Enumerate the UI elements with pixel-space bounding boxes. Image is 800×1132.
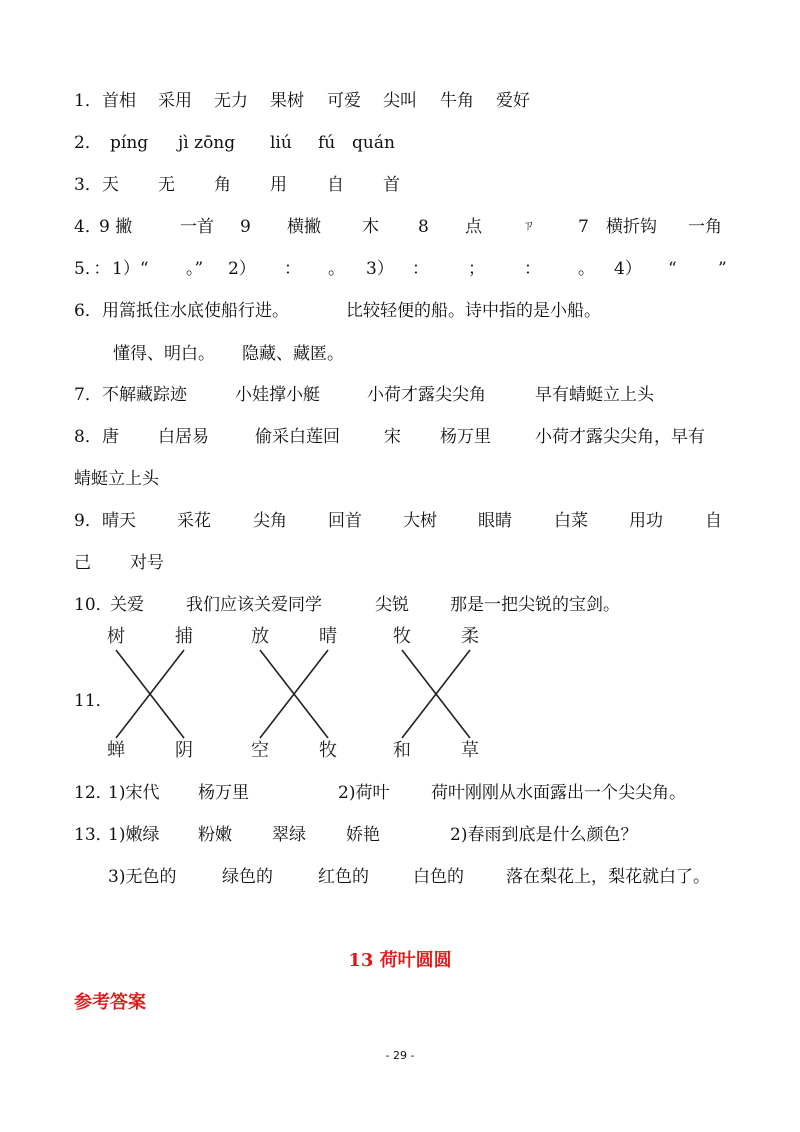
poem-line: 不解藏踪迹	[102, 385, 187, 405]
punct-item: ：	[524, 259, 541, 279]
answer-number: 6．	[74, 301, 102, 321]
answer-word: 自	[705, 511, 722, 531]
match-bottom-char: 草	[461, 740, 479, 761]
answer-item: 7	[578, 217, 589, 237]
answer-word: 可爱	[327, 91, 361, 111]
answer-number: 13．	[74, 825, 113, 845]
answer-item: 2)春雨到底是什么颜色？	[450, 825, 638, 845]
punct-item: “	[668, 259, 677, 279]
pinyin: jì zōng	[178, 133, 236, 153]
answer-number: 5．：	[74, 259, 111, 279]
answer-item: 蜻蜓立上头	[74, 469, 159, 489]
answer-item: 宋	[384, 427, 401, 447]
answer-item: 粉嫩	[198, 825, 232, 845]
answer-item: 关爱	[110, 595, 144, 615]
answer-word: 己	[74, 553, 91, 573]
punct-item: 3）	[366, 259, 394, 279]
answer-word: 无力	[214, 91, 248, 111]
answer-word: 对号	[130, 553, 164, 573]
answer-char: 自	[327, 175, 344, 195]
answer-number: 10．	[74, 595, 113, 615]
answer-word: 牛角	[440, 91, 474, 111]
answer-number: 7．	[74, 385, 102, 405]
answer-item: 落在梨花上，梨花就白了。	[506, 867, 710, 887]
answer-word: 大树	[403, 511, 437, 531]
answer-number: 2．	[74, 133, 102, 153]
answer-number: 12．	[74, 783, 113, 803]
answer-item: 1)嫩绿	[108, 825, 160, 845]
answer-item: 白居易	[158, 427, 209, 447]
definition: 隐藏、藏匿。	[242, 344, 344, 364]
answer-item: 尖锐	[375, 595, 409, 615]
definition: 用篙抵住水底使船行进。	[102, 301, 289, 321]
match-bottom-char: 蝉	[107, 740, 125, 761]
answer-item: 1)宋代	[108, 783, 160, 803]
punct-item: 。	[578, 259, 595, 279]
answer-item: 横撇	[287, 217, 321, 237]
match-top-char: 柔	[461, 626, 479, 647]
answer-word: 用功	[629, 511, 663, 531]
answer-item: 偷采白莲回	[255, 427, 340, 447]
punct-item: ；	[468, 259, 485, 279]
answer-item: 3)无色的	[108, 867, 177, 887]
answer-number: 9．	[74, 511, 102, 531]
answer-number: 11．	[74, 691, 113, 711]
answer-number: 3．	[74, 175, 102, 195]
punct-item: ”	[718, 259, 727, 279]
pinyin: liú	[270, 133, 292, 153]
answer-item: 红色的	[318, 867, 369, 887]
match-bottom-char: 和	[393, 740, 411, 761]
answer-char: 角	[214, 175, 231, 195]
answer-word: 采花	[177, 511, 211, 531]
answer-word: 果树	[270, 91, 304, 111]
punct-item: ：	[284, 259, 301, 279]
answer-word: 采用	[158, 91, 192, 111]
answer-item: 杨万里	[198, 783, 249, 803]
answer-char: 首	[383, 175, 400, 195]
punct-item: 。”	[186, 259, 204, 279]
match-bottom-char: 阴	[175, 740, 193, 761]
match-top-char: 牧	[393, 626, 411, 647]
section-subtitle: 参考答案	[74, 992, 146, 1013]
punct-item: 4）	[614, 259, 642, 279]
answer-char: 天	[102, 175, 119, 195]
answer-number: 8．	[74, 427, 102, 447]
answer-item: 翠绿	[272, 825, 306, 845]
punct-item: ：	[412, 259, 429, 279]
answer-item: 唐	[102, 427, 119, 447]
section-title: 13 荷叶圆圆	[348, 950, 452, 971]
answer-item: 9 撇	[99, 217, 133, 237]
answer-item: 8	[418, 217, 429, 237]
answer-item: 娇艳	[346, 825, 380, 845]
page-number: - 29 -	[385, 1049, 415, 1062]
match-bottom-char: 牧	[319, 740, 337, 761]
answer-item: 那是一把尖锐的宝剑。	[450, 595, 620, 615]
answer-word: 爱好	[496, 91, 530, 111]
answer-number: 4．	[74, 217, 102, 237]
answer-word: 晴天	[102, 511, 136, 531]
answer-item: 白色的	[413, 867, 464, 887]
punct-item: 2）	[228, 259, 256, 279]
answer-item: 一角	[688, 217, 722, 237]
match-top-char: 晴	[319, 626, 337, 647]
answer-number: 1．	[74, 91, 102, 111]
answer-item: 横折钩	[606, 217, 657, 237]
answer-char: 无	[158, 175, 175, 195]
definition: 比较轻便的船。诗中指的是小船。	[346, 301, 601, 321]
answer-item: 2)荷叶	[338, 783, 390, 803]
answer-item: 9	[240, 217, 251, 237]
answer-item: 荷叶刚刚从水面露出一个尖尖角。	[431, 783, 686, 803]
match-top-char: 放	[251, 626, 269, 647]
pinyin: quán	[352, 133, 395, 153]
answer-word: 尖叫	[383, 91, 417, 111]
answer-item: 我们应该关爱同学	[186, 595, 322, 615]
poem-line: 小娃撑小艇	[235, 385, 320, 405]
stroke-glyph: ㄗ	[522, 219, 536, 234]
matching-diagram	[100, 622, 520, 772]
answer-item: 小荷才露尖尖角，早有	[535, 427, 705, 447]
answer-word: 眼睛	[478, 511, 512, 531]
poem-line: 早有蜻蜓立上头	[535, 385, 654, 405]
answer-item: 点	[465, 217, 482, 237]
answer-word: 白菜	[554, 511, 588, 531]
answer-item: 杨万里	[440, 427, 491, 447]
definition: 懂得、明白。	[113, 344, 215, 364]
punct-item: 。	[328, 259, 345, 279]
punct-item: 1）“	[112, 259, 149, 279]
pinyin: fú	[318, 133, 336, 153]
answer-item: 木	[362, 217, 379, 237]
match-bottom-char: 空	[251, 740, 269, 761]
match-top-char: 树	[107, 626, 125, 647]
answer-item: 一首	[180, 217, 214, 237]
answer-word: 尖角	[253, 511, 287, 531]
match-top-char: 捕	[175, 626, 193, 647]
answer-item: 绿色的	[222, 867, 273, 887]
pinyin: píng	[110, 133, 149, 153]
answer-char: 用	[270, 175, 287, 195]
poem-line: 小荷才露尖尖角	[367, 385, 486, 405]
answer-word: 首相	[102, 91, 136, 111]
answer-word: 回首	[328, 511, 362, 531]
